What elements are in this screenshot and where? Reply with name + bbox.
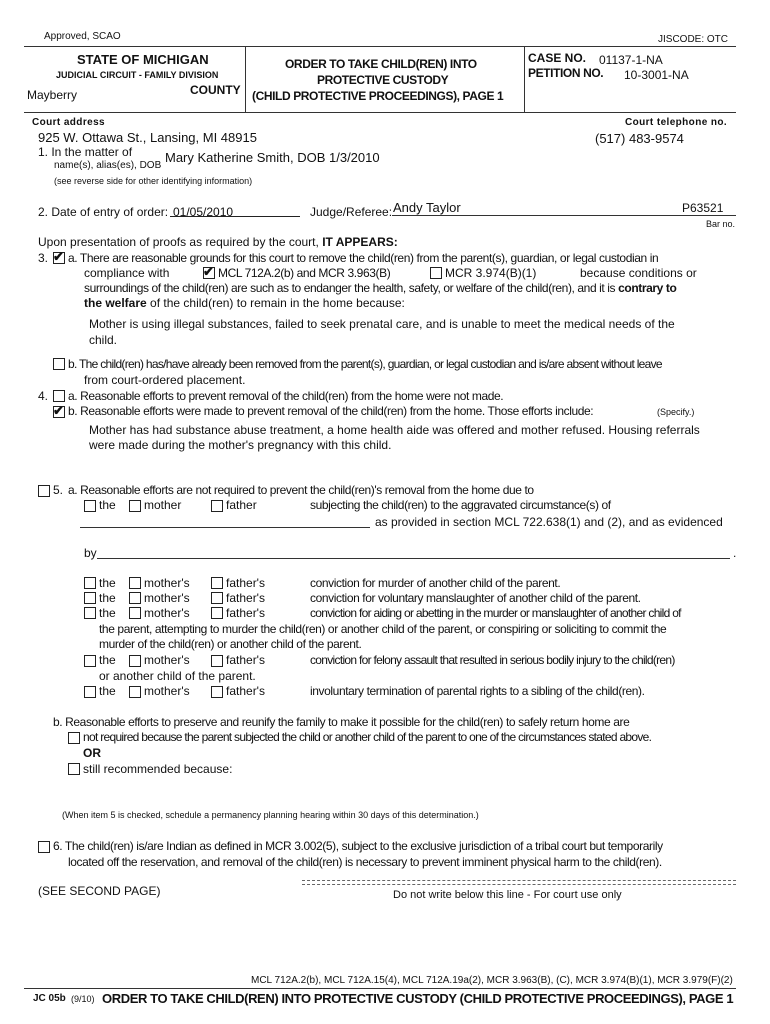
item5-checkbox[interactable]: [38, 485, 50, 497]
petition-no-value: 10-3001-NA: [624, 68, 689, 82]
item5a-provided: as provided in section MCL 722.638(1) and (2), and as evidenced: [375, 515, 723, 529]
item5b-still: still recommended because:: [83, 762, 233, 776]
item2-label: 2. Date of entry of order:: [38, 205, 169, 219]
item3-welfare-bold: the welfare: [84, 296, 147, 310]
footer-rule: [24, 988, 736, 989]
row3-mothers-checkbox[interactable]: [129, 607, 141, 619]
check-mark-icon: ✔: [53, 249, 64, 264]
court-address-value: 925 W. Ottawa St., Lansing, MI 48915: [38, 130, 257, 145]
judge-value: Andy Taylor: [393, 200, 461, 215]
row1-mothers: mother's: [144, 576, 190, 590]
row3-fathers-checkbox[interactable]: [211, 607, 223, 619]
row3-mothers: mother's: [144, 606, 190, 620]
item5a-mother-checkbox[interactable]: [129, 500, 141, 512]
item5a-father-checkbox[interactable]: [211, 500, 223, 512]
row1-fathers-checkbox[interactable]: [211, 577, 223, 589]
county-value: Mayberry: [27, 88, 78, 102]
court-use-line-top: [302, 880, 736, 881]
row4-the: the: [99, 653, 116, 667]
judge-line: [392, 215, 736, 216]
item5-num: 5.: [53, 483, 64, 497]
row5-the: the: [99, 684, 116, 698]
conviction-murder: conviction for murder of another child of the parent.: [310, 576, 561, 590]
row5-mothers: mother's: [144, 684, 190, 698]
conviction-felony-line1: conviction for felony assault that resulted in serious bodily injury to the child(ren): [310, 653, 675, 667]
item3b-checkbox[interactable]: [53, 358, 65, 370]
entry-date-value: 01/05/2010: [173, 205, 234, 219]
form-date: (9/10): [71, 994, 95, 1004]
row5-the-checkbox[interactable]: [84, 686, 96, 698]
item4b-text: b. Reasonable efforts were made to prevent removal of the child(ren) from the home. Those efforts include:: [68, 404, 594, 418]
item5b-not-required: not required because the parent subjected the child or another child of the parent to one of the circumstances stated above.: [83, 730, 652, 744]
court-phone-value: (517) 483-9574: [595, 131, 684, 146]
state-label: STATE OF MICHIGAN: [77, 52, 209, 67]
item5b-text: b. Reasonable efforts to preserve and reunify the family to make it possible for the child(ren) to safely return home are: [53, 715, 630, 729]
row3-fathers: father's: [226, 606, 265, 620]
conviction-manslaughter: conviction for voluntary manslaughter of another child of the parent.: [310, 591, 641, 605]
involuntary-termination: involuntary termination of parental rights to a sibling of the child(ren).: [310, 684, 645, 698]
item1-sublabel: name(s), alias(es), DOB: [54, 160, 162, 171]
top-rule: [24, 46, 736, 47]
removal-reason-line2: child.: [89, 333, 118, 347]
jiscode: JISCODE: OTC: [658, 34, 729, 45]
conviction-felony-line2: or another child of the parent.: [99, 669, 256, 683]
row4-mothers: mother's: [144, 653, 190, 667]
county-label: COUNTY: [190, 83, 241, 97]
judge-label: Judge/Referee:: [310, 205, 393, 219]
item6-line2: located off the reservation, and removal of the child(ren) is necessary to prevent imminent physical harm to the child(ren).: [68, 855, 662, 869]
row1-the-checkbox[interactable]: [84, 577, 96, 589]
row2-fathers-checkbox[interactable]: [211, 592, 223, 604]
row5-fathers: father's: [226, 684, 265, 698]
row2-mothers: mother's: [144, 591, 190, 605]
item5a-the: the: [99, 498, 116, 512]
item3b-line1: b. The child(ren) has/have already been removed from the parent(s), guardian, or legal custodian and is/are absent without leave: [68, 357, 662, 371]
header-divider-left: [245, 46, 246, 112]
court-use-only: Do not write below this line - For court use only: [393, 889, 622, 901]
item5a-mother: mother: [144, 498, 182, 512]
check-mark-icon: ✔: [53, 403, 64, 418]
court-address-label: Court address: [32, 117, 105, 128]
mcr3974-label: MCR 3.974(B)(1): [445, 266, 537, 280]
row5-fathers-checkbox[interactable]: [211, 686, 223, 698]
efforts-line1: Mother has had substance abuse treatment, a home health aide was offered and mother refused. Housing referrals: [89, 423, 700, 437]
item5a-subjecting: subjecting the child(ren) to the aggravated circumstance(s) of: [310, 498, 611, 512]
item3-num: 3.: [38, 251, 49, 265]
item3b-line2: from court-ordered placement.: [84, 373, 246, 387]
conviction-aiding-line1: conviction for aiding or abetting in the murder or manslaughter of another child of: [310, 606, 681, 620]
case-no-label: CASE NO.: [528, 51, 587, 65]
item5a-by: by: [84, 546, 97, 560]
see-second-page: (SEE SECOND PAGE): [38, 884, 161, 898]
item3a-text: a. There are reasonable grounds for this court to remove the child(ren) from the parent(s), guardian, or legal custodian in: [68, 251, 659, 265]
appears-bold: IT APPEARS:: [322, 235, 398, 249]
item4b-specify: (Specify.): [657, 407, 695, 417]
row5-mothers-checkbox[interactable]: [129, 686, 141, 698]
bar-no-value: P63521: [682, 201, 724, 215]
appears-lead: Upon presentation of proofs as required by the court,: [38, 235, 319, 249]
row4-fathers-checkbox[interactable]: [211, 655, 223, 667]
citations: MCL 712A.2(b), MCL 712A.15(4), MCL 712A.19a(2), MCR 3.963(B), (C), MCR 3.974(B)(1), MCR 3.979(F)(2): [251, 975, 733, 986]
child-name-value: Mary Katherine Smith, DOB 1/3/2010: [165, 150, 380, 165]
row1-fathers: father's: [226, 576, 265, 590]
row2-mothers-checkbox[interactable]: [129, 592, 141, 604]
aggravated-circumstance-line: [80, 527, 370, 528]
bar-no-label: Bar no.: [706, 219, 736, 229]
order-title-line3: (CHILD PROTECTIVE PROCEEDINGS), PAGE 1: [252, 89, 504, 103]
item3-surround: surroundings of the child(ren) are such as to endanger the health, safety, or welfare of the child(ren), and it is: [84, 281, 616, 295]
removal-reason-line1: Mother is using illegal substances, failed to seek prenatal care, and is unable to meet the medical needs of the: [89, 317, 675, 331]
row1-the: the: [99, 576, 116, 590]
mcl712-label: MCL 712A.2(b) and MCR 3.963(B): [218, 266, 391, 280]
item5b-or: OR: [83, 746, 101, 760]
header-bottom-rule: [24, 112, 736, 113]
evidenced-by-line: [97, 558, 730, 559]
item5-note: (When item 5 is checked, schedule a permanency planning hearing within 30 days of this determination.): [62, 810, 479, 820]
mcr3974-checkbox[interactable]: [430, 267, 442, 279]
court-use-line-bottom: [302, 884, 736, 885]
item5a-the-checkbox[interactable]: [84, 500, 96, 512]
row1-mothers-checkbox[interactable]: [129, 577, 141, 589]
row4-fathers: father's: [226, 653, 265, 667]
form-title: ORDER TO TAKE CHILD(REN) INTO PROTECTIVE CUSTODY (CHILD PROTECTIVE PROCEEDINGS), PAGE 1: [102, 991, 734, 1006]
item6-checkbox[interactable]: [38, 841, 50, 853]
item1-note: (see reverse side for other identifying information): [54, 176, 253, 186]
efforts-line2: were made during the mother's pregnancy with this child.: [89, 438, 392, 452]
row3-the: the: [99, 606, 116, 620]
judicial-label: JUDICIAL CIRCUIT - FAMILY DIVISION: [56, 70, 219, 80]
item4a-text: a. Reasonable efforts to prevent removal of the child(ren) from the home were not made.: [68, 389, 504, 403]
case-no-value: 01137-1-NA: [599, 53, 663, 67]
conviction-aiding-line2: the parent, attempting to murder the child(ren) or another child of the parent, or conspiring or soliciting to commit the: [99, 622, 667, 636]
conviction-aiding-line3: murder of the child(ren) or another child of the parent.: [99, 637, 362, 651]
item3-because: because conditions or: [580, 266, 697, 280]
item3-compliance: compliance with: [84, 266, 170, 280]
item1-label: 1. In the matter of: [38, 145, 133, 159]
row3-the-checkbox[interactable]: [84, 607, 96, 619]
order-title-line1: ORDER TO TAKE CHILD(REN) INTO: [285, 57, 477, 71]
item3-contrary: contrary to: [618, 281, 677, 295]
petition-no-label: PETITION NO.: [528, 66, 604, 80]
row4-mothers-checkbox[interactable]: [129, 655, 141, 667]
order-title-line2: PROTECTIVE CUSTODY: [317, 73, 449, 87]
item5a-period: .: [733, 546, 737, 560]
row2-the-checkbox[interactable]: [84, 592, 96, 604]
item4-num: 4.: [38, 389, 49, 403]
row2-the: the: [99, 591, 116, 605]
approved-label: Approved, SCAO: [44, 31, 121, 42]
row4-the-checkbox[interactable]: [84, 655, 96, 667]
item6-line1: 6. The child(ren) is/are Indian as defined in MCR 3.002(5), subject to the exclusive jurisdiction of a tribal court but temporarily: [53, 839, 663, 853]
court-phone-label: Court telephone no.: [625, 117, 728, 128]
item5b-still-checkbox[interactable]: [68, 763, 80, 775]
header-divider-right: [524, 46, 525, 112]
row2-fathers: father's: [226, 591, 265, 605]
item5a-father: father: [226, 498, 257, 512]
item4a-checkbox[interactable]: [53, 390, 65, 402]
item3-welfare-rest: of the child(ren) to remain in the home because:: [150, 296, 405, 310]
item5a-text: a. Reasonable efforts are not required to prevent the child(ren)'s removal from the home due to: [68, 483, 534, 497]
check-mark-icon: ✔: [203, 264, 214, 279]
item5b-not-required-checkbox[interactable]: [68, 732, 80, 744]
form-id: JC 05b: [33, 993, 66, 1004]
